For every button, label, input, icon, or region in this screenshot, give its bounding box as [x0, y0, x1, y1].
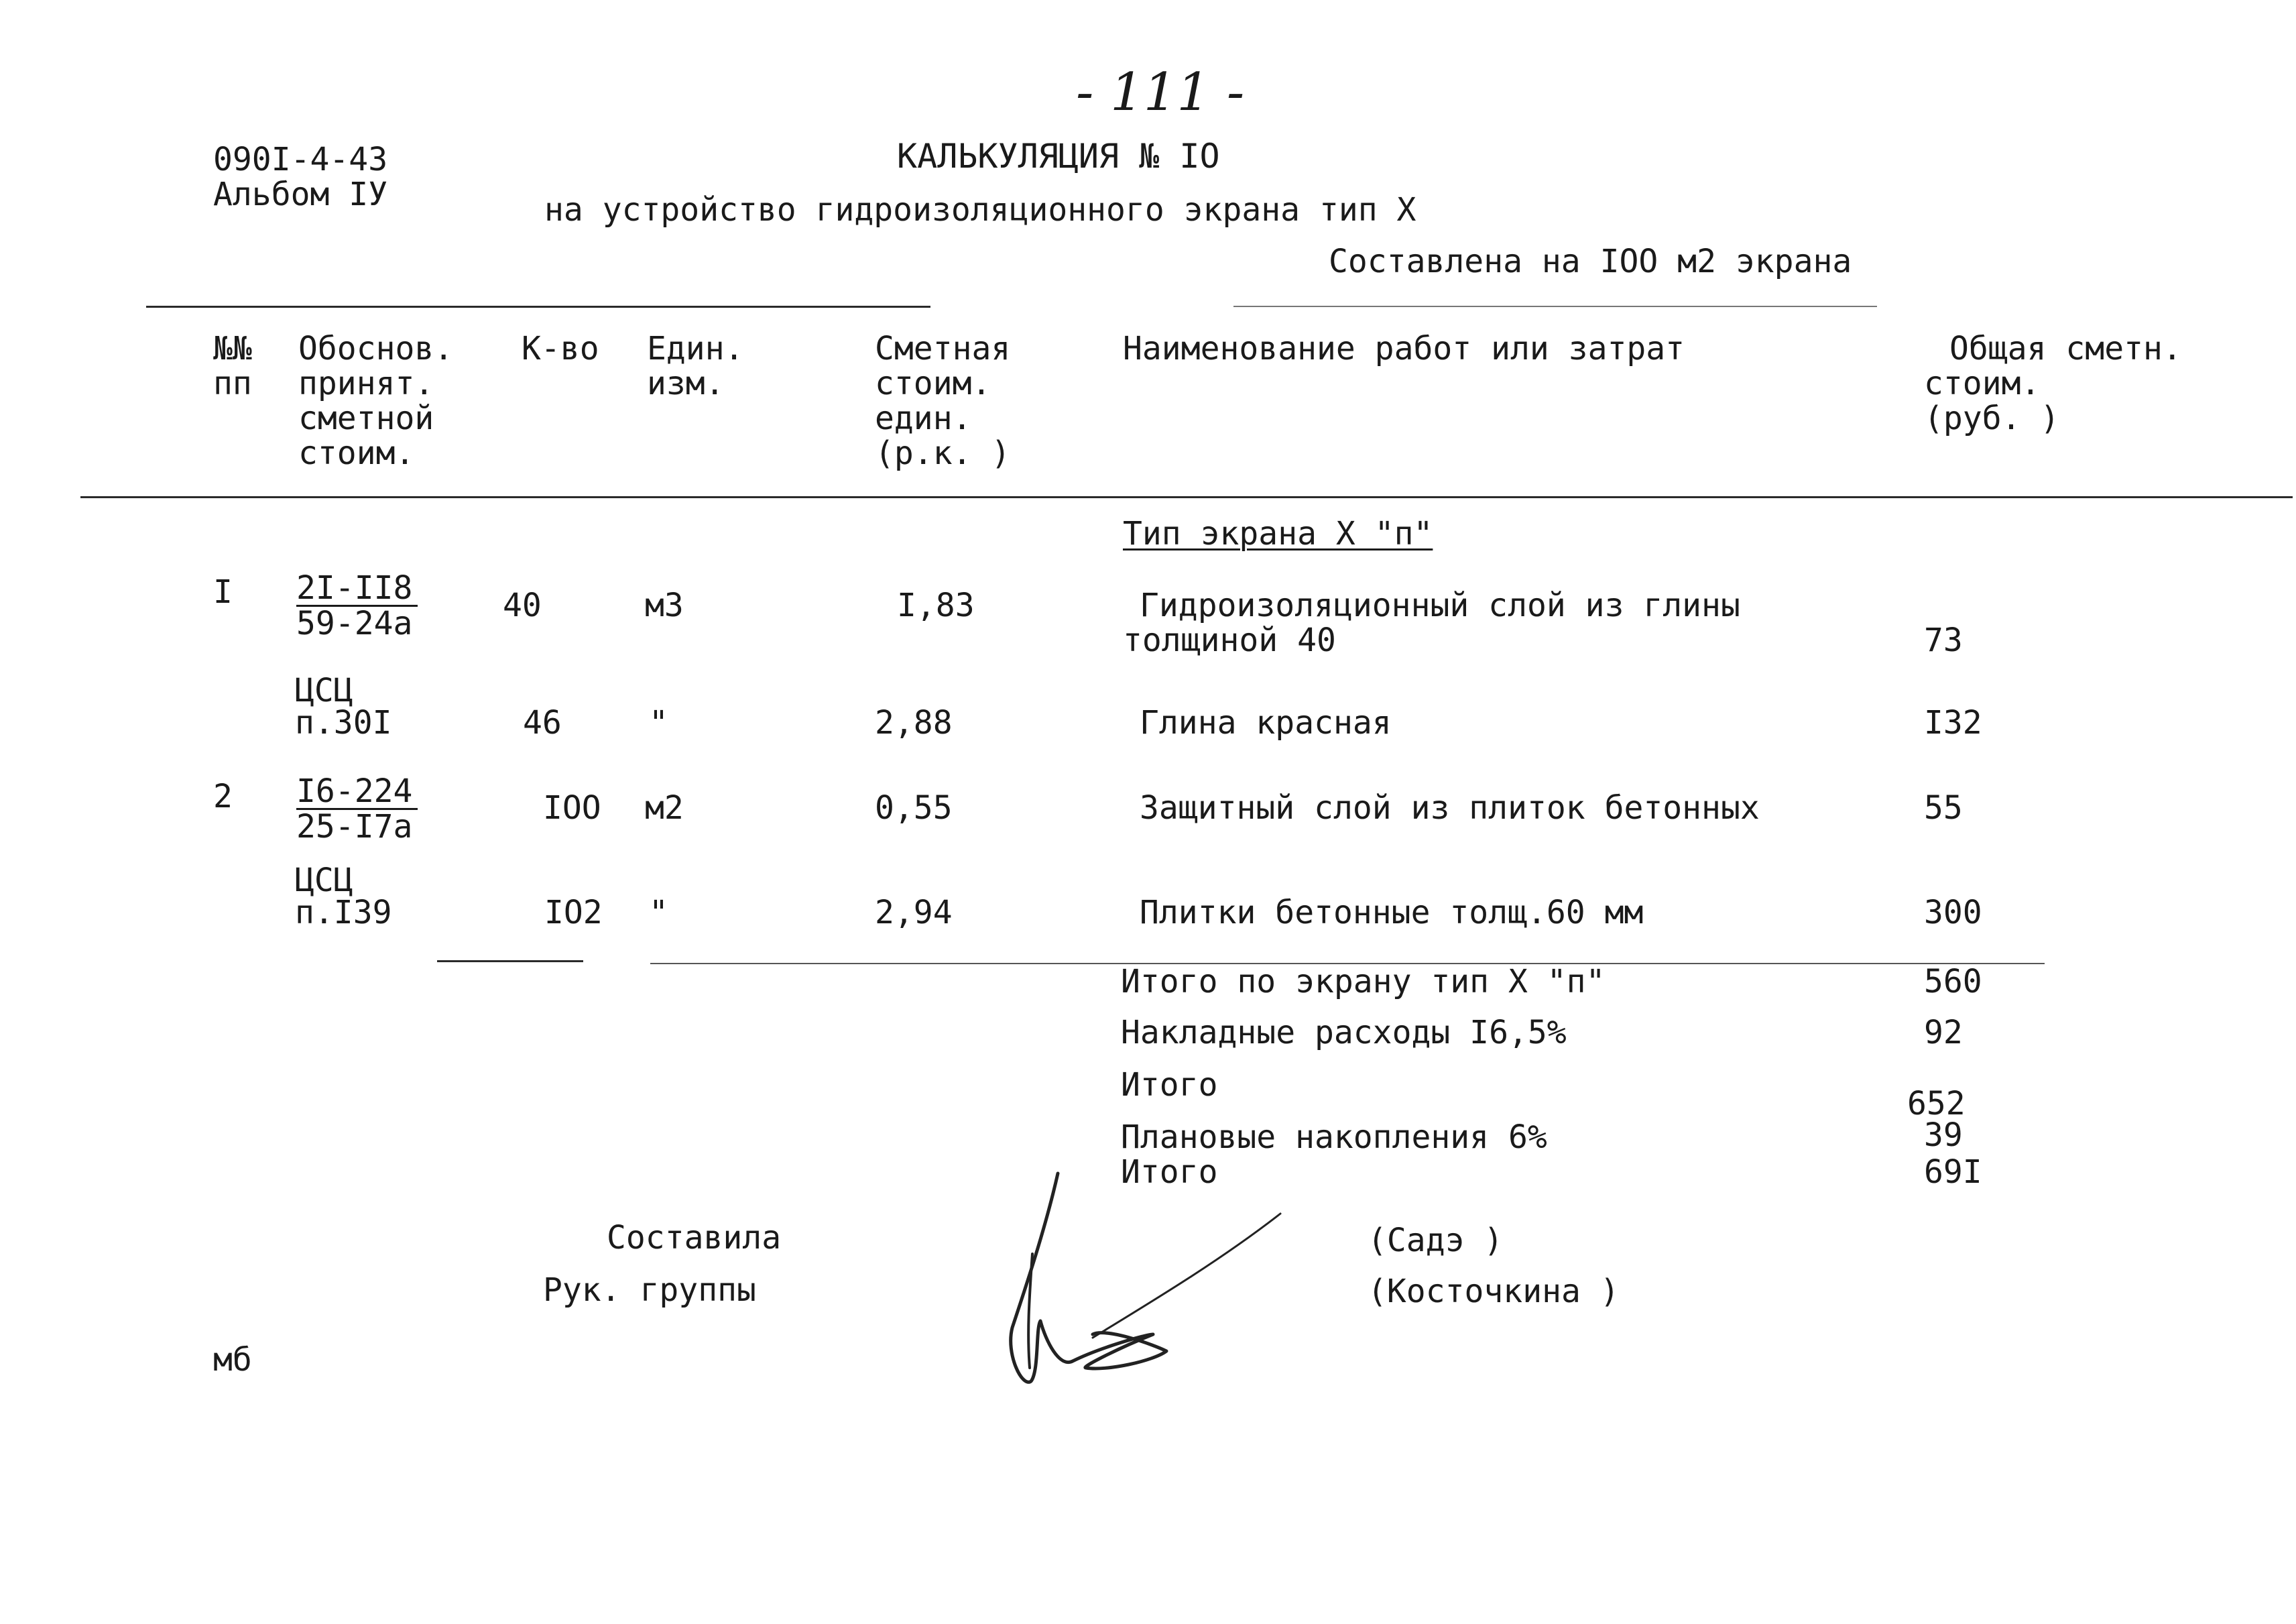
row-qty: IO2 [544, 894, 603, 931]
row-num: 2 [213, 778, 233, 815]
row-basis-bottom: 59-24а [296, 605, 413, 642]
handwritten-signature [999, 1167, 1294, 1395]
row-basis-bottom: п.I39 [295, 894, 392, 931]
document-subtitle: на устройство гидроизоляционного экрана тип X [544, 191, 1416, 229]
row-basis-top: ЦСЦ [295, 672, 353, 709]
row-name: Глина красная [1140, 704, 1392, 742]
row-qty: IOO [543, 789, 601, 827]
header-total-3: (руб. ) [1924, 400, 2060, 437]
row-basis-top: ЦСЦ [295, 862, 353, 899]
row-total: 300 [1924, 894, 1982, 931]
total-value: 652 [1907, 1085, 1966, 1122]
row-basis [296, 774, 418, 844]
header-basis-2: принят. [298, 365, 434, 402]
total-value: 560 [1924, 963, 1982, 1000]
row-name: Плитки бетонные толщ.60 мм [1140, 894, 1644, 931]
row-unit-cost: 0,55 [875, 789, 953, 827]
row-qty: 40 [503, 587, 542, 624]
row-unit-cost: I,83 [897, 587, 975, 624]
compiled-by-name: (Садэ ) [1368, 1222, 1504, 1259]
group-head-label: Рук. группы [543, 1271, 756, 1309]
header-total-1: Общая сметн. [1949, 330, 2182, 367]
row-basis [296, 571, 418, 640]
header-basis-4: стоим. [298, 434, 415, 472]
row-unit: " [649, 894, 668, 931]
total-label: Итого [1121, 1066, 1218, 1104]
header-basis-1: Обоснов. [298, 330, 454, 367]
header-basis-3: сметной [298, 400, 434, 437]
header-num-2: пп [213, 365, 252, 402]
compiled-by-label: Составила [607, 1219, 782, 1257]
header-bottom-rule [80, 496, 2293, 498]
header-unit-cost-2: стоим. [875, 365, 991, 402]
row-name: Защитный слой из плиток бетонных [1140, 789, 1760, 827]
total-value: 92 [1924, 1014, 1963, 1051]
row-total: I32 [1924, 704, 1982, 742]
header-top-rule-right [1233, 306, 1877, 307]
doc-code: 090I-4-43 [213, 141, 388, 178]
total-label: Итого по экрану тип X "п" [1121, 963, 1606, 1000]
row-unit: м2 [645, 789, 684, 827]
row-num: I [213, 573, 233, 611]
header-unit-1: Един. [647, 330, 744, 367]
row-unit: м3 [645, 587, 684, 624]
row-qty: 46 [523, 704, 562, 742]
row-total: 73 [1924, 622, 1963, 659]
table-end-rule-left [437, 960, 583, 962]
header-unit-2: изм. [647, 365, 725, 402]
header-unit-cost-4: (р.к. ) [875, 434, 1011, 472]
header-qty: К-во [522, 330, 599, 367]
row-basis-bottom: п.30I [295, 704, 392, 742]
header-num-1: №№ [213, 330, 252, 367]
row-basis-top: I6-224 [296, 774, 418, 810]
total-label: Плановые накопления 6% [1121, 1118, 1547, 1156]
section-title: Тип экрана X "п" [1123, 515, 1433, 553]
total-label: Итого [1121, 1153, 1218, 1191]
header-name: Наименование работ или затрат [1123, 330, 1685, 367]
row-basis-top: 2I-II8 [296, 571, 418, 607]
row-unit-cost: 2,94 [875, 894, 953, 931]
row-total: 55 [1924, 789, 1963, 827]
total-value: 39 [1924, 1116, 1963, 1154]
album-label: Альбом IУ [213, 176, 388, 213]
row-basis-bottom: 25-I7а [296, 808, 413, 846]
total-label: Накладные расходы I6,5% [1121, 1014, 1567, 1051]
row-name-line2: толщиной 40 [1123, 622, 1336, 659]
page-number: - 111 - [1076, 62, 1245, 123]
footer-mark: мб [213, 1341, 252, 1379]
row-unit-cost: 2,88 [875, 704, 953, 742]
row-name: Гидроизоляционный слой из глины [1140, 587, 1740, 624]
header-unit-cost-3: един. [875, 400, 972, 437]
basis-note: Составлена на IOO м2 экрана [1329, 243, 1852, 280]
header-top-rule [146, 306, 930, 308]
total-value: 69I [1924, 1153, 1982, 1191]
group-head-name: (Косточкина ) [1368, 1273, 1620, 1310]
document-title: КАЛЬКУЛЯЦИЯ № IO [897, 137, 1220, 176]
row-unit: " [649, 704, 668, 742]
header-total-2: стоим. [1924, 365, 2041, 402]
header-unit-cost-1: Сметная [875, 330, 1011, 367]
